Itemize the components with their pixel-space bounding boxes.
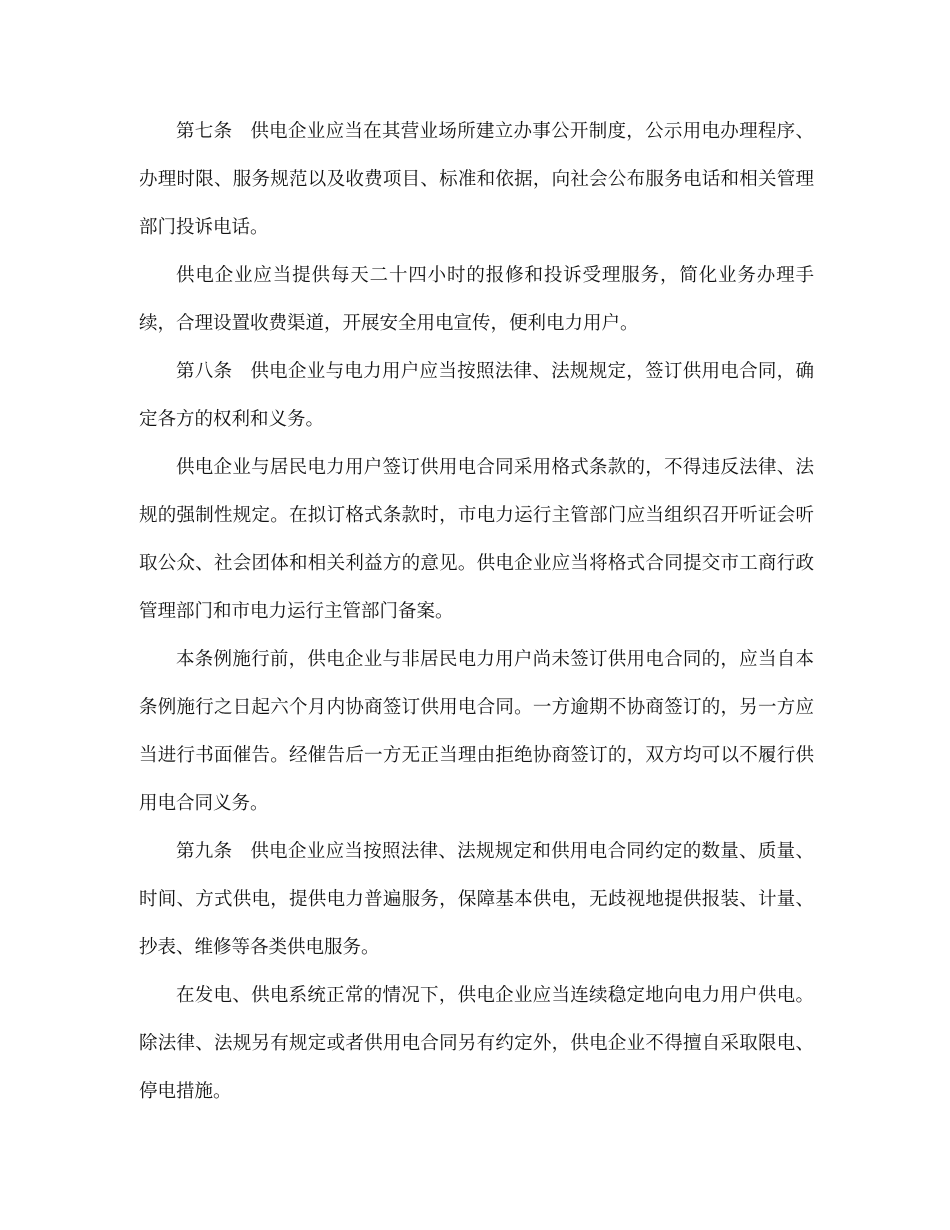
paragraph bbox=[139, 972, 814, 1116]
article-number: 第七条 bbox=[176, 121, 233, 142]
paragraph-text: 在发电、供电系统正常的情况下，供电企业应当连续稳定地向电力用户供电。除法律、法规另有规定或者供用电合同另有约定外，供电企业不得擅自采取限电、停电措施。 bbox=[139, 985, 814, 1102]
article-number: 第八条 bbox=[176, 361, 233, 382]
paragraph-article-8 bbox=[139, 348, 814, 444]
document-body bbox=[139, 108, 814, 1116]
paragraph bbox=[139, 636, 814, 828]
paragraph-text: 供电企业应当提供每天二十四小时的报修和投诉受理服务，简化业务办理手续，合理设置收费渠道，开展安全用电宣传，便利电力用户。 bbox=[139, 265, 814, 334]
paragraph-text: 供电企业与居民电力用户签订供用电合同采用格式条款的，不得违反法律、法规的强制性规定。在拟订格式条款时，市电力运行主管部门应当组织召开听证会听取公众、社会团体和相关利益方的意见。供电企业应当将格式合同提交市工商行政管理部门和市电力运行主管部门备案。 bbox=[139, 457, 814, 622]
paragraph-text: 供电企业与电力用户应当按照法律、法规规定，签订供用电合同，确定各方的权利和义务。 bbox=[139, 361, 814, 430]
paragraph bbox=[139, 252, 814, 348]
paragraph-article-7 bbox=[139, 108, 814, 252]
paragraph-text: 供电企业应当在其营业场所建立办事公开制度，公示用电办理程序、办理时限、服务规范以及收费项目、标准和依据，向社会公布服务电话和相关管理部门投诉电话。 bbox=[139, 121, 814, 238]
paragraph-article-9 bbox=[139, 828, 814, 972]
paragraph-text: 本条例施行前，供电企业与非居民电力用户尚未签订供用电合同的，应当自本条例施行之日起六个月内协商签订供用电合同。一方逾期不协商签订的，另一方应当进行书面催告。经催告后一方无正当理由拒绝协商签订的，双方均可以不履行供用电合同义务。 bbox=[139, 649, 814, 814]
article-number: 第九条 bbox=[176, 841, 233, 862]
paragraph bbox=[139, 444, 814, 636]
paragraph-text: 供电企业应当按照法律、法规规定和供用电合同约定的数量、质量、时间、方式供电，提供电力普遍服务，保障基本供电，无歧视地提供报装、计量、抄表、维修等各类供电服务。 bbox=[139, 841, 814, 958]
